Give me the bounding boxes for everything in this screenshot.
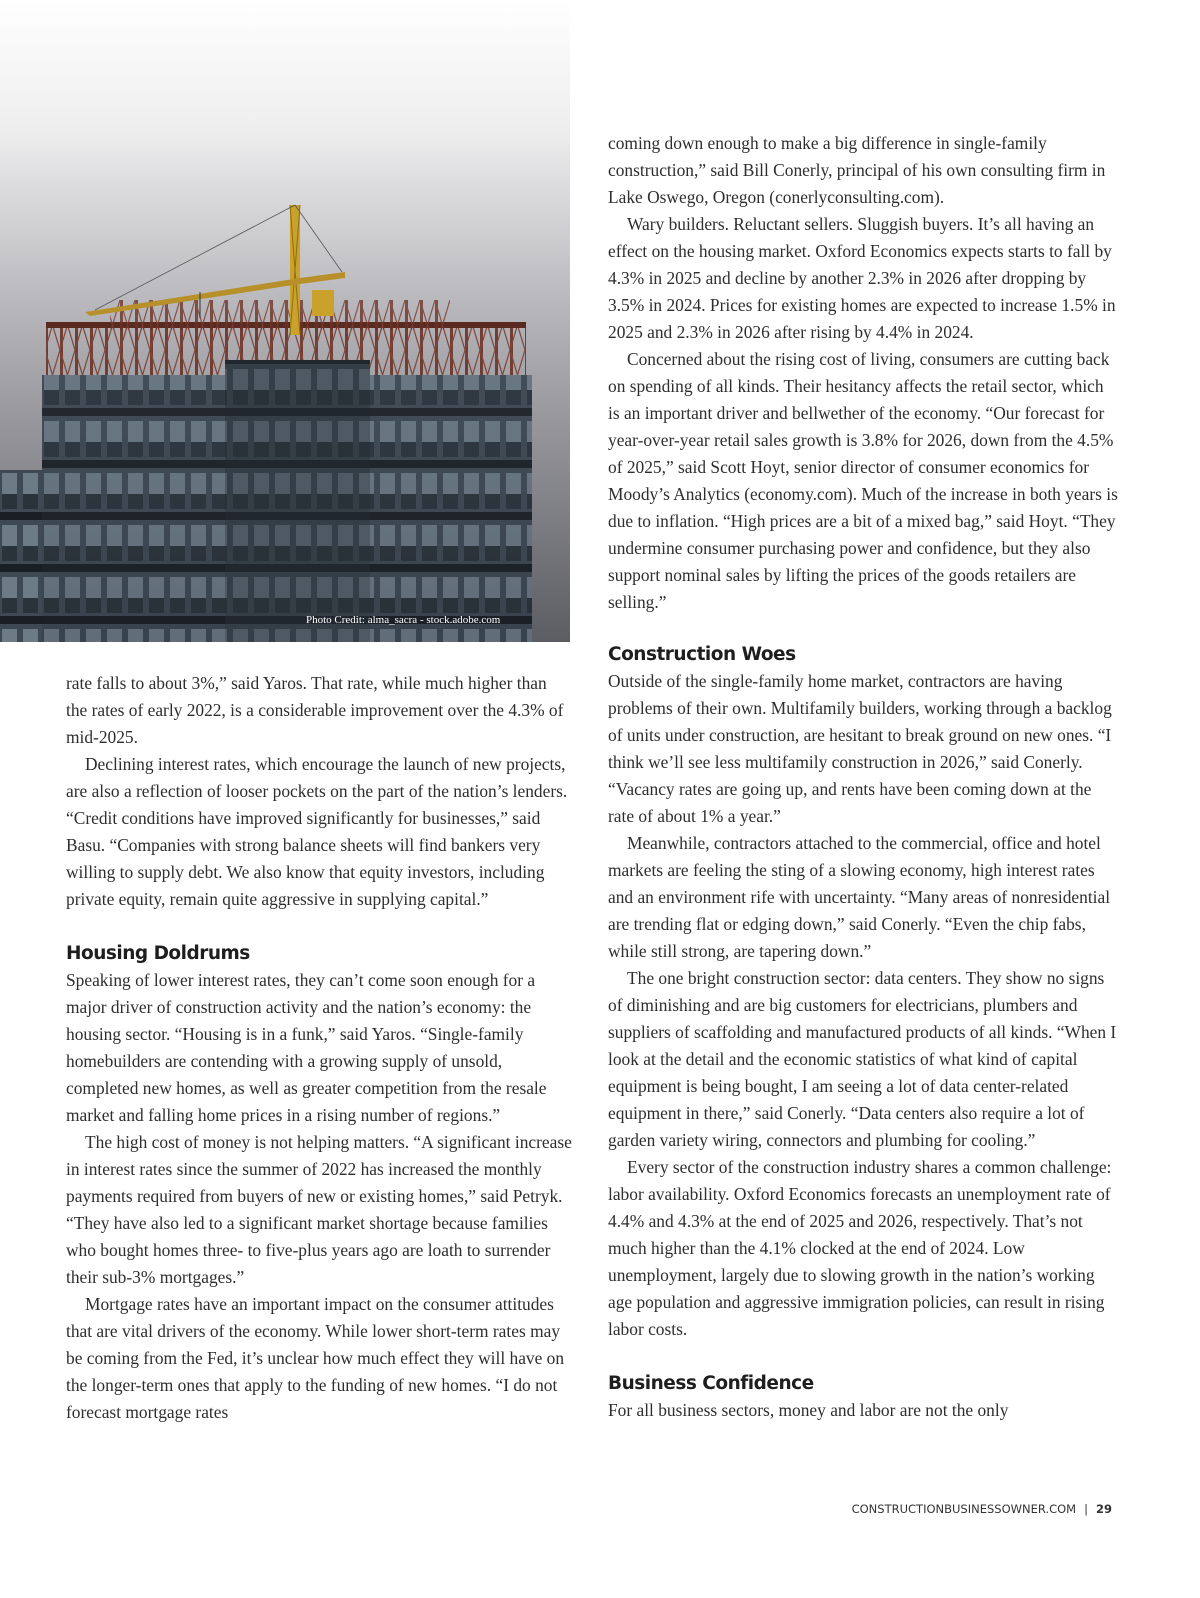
body-paragraph: Meanwhile, contractors attached to the commercial, office and hotel markets are feeling the sting of a slowing economy, high interest rates and an environment rife with uncertainty. “Many areas of nonresidential are trending flat or edging down,” said Conerly. “Even the chip fabs, while still strong, are tapering down.”	[608, 833, 1111, 961]
section-heading-housing: Housing Doldrums	[66, 943, 250, 964]
body-paragraph: The high cost of money is not helping matters. “A significant increase in interest rates since the summer of 2022 has increased the monthly payments required from buyers of new or existing homes,” said Petryk. “They have also led to a significant market shortage because families who bought homes three- to five-plus years ago are loath to surrender their sub-3% mortgages.”	[66, 1132, 572, 1287]
body-paragraph: Declining interest rates, which encourage the launch of new projects, are also a reflection of looser pockets on the part of the nation’s lenders. “Credit conditions have improved significantly for businesses,” said Basu. “Companies with strong balance sheets will find bankers very willing to supply debt. We also know that equity investors, including private equity, remain quite aggressive in supplying capital.”	[66, 754, 568, 909]
page-footer	[852, 1502, 1112, 1516]
construction-photo-illustration	[0, 0, 570, 642]
body-paragraph: Every sector of the construction industry shares a common challenge: labor availability. Oxford Economics forecasts an unemployment rate of 4.4% and 4.3% at the end of 2025 and 2026, respectively. That’s not much higher than the 4.1% clocked at the end of 2024. Low unemployment, largely due to slowing growth in the nation’s working age population and aggressive immigration policies, can result in rising labor costs.	[608, 1157, 1112, 1339]
right-column-top	[608, 130, 1118, 616]
article-photo	[0, 0, 570, 642]
footer-separator: |	[1084, 1502, 1088, 1516]
body-paragraph: rate falls to about 3%,” said Yaros. That rate, while much higher than the rates of early 2022, is a considerable improvement over the 4.3% of mid-2025.	[66, 673, 564, 747]
photo-credit: Photo Credit: alma_sacra - stock.adobe.com	[306, 614, 501, 626]
section-heading-business: Business Confidence	[608, 1373, 814, 1394]
footer-site: CONSTRUCTIONBUSINESSOWNER.COM	[851, 1502, 1077, 1516]
body-paragraph: Wary builders. Reluctant sellers. Sluggish buyers. It’s all having an effect on the housing market. Oxford Economics expects starts to fall by 4.3% in 2025 and decline by another 2.3% in 2026 after dropping by 3.5% in 2024. Prices for existing homes are expected to increase 1.5% in 2025 and 2.3% in 2026 after rising by 4.4% in 2024.	[608, 214, 1116, 342]
body-paragraph: For all business sectors, money and labor are not the only	[608, 1400, 1009, 1420]
page-number: 29	[1095, 1502, 1112, 1516]
body-paragraph: Concerned about the rising cost of living, consumers are cutting back on spending of all kinds. Their hesitancy affects the retail sector, which is an important driver and bellwether of the economy. “Our forecast for year-over-year retail sales growth is 3.8% for 2026, down from the 4.5% of 2025,” said Scott Hoyt, senior director of consumer economics for Moody’s Analytics (economy.com). Much of the increase in both years is due to inflation. “High prices are a bit of a mixed bag,” said Hoyt. “They undermine consumer purchasing power and confidence, but they also support nominal sales by lifting the prices of the goods retailers are selling.”	[608, 349, 1118, 612]
body-paragraph: coming down enough to make a big difference in single-family construction,” said Bill Conerly, principal of his own consulting firm in Lake Oswego, Oregon (conerlyconsulting.com).	[608, 133, 1106, 207]
right-column-bottom	[608, 641, 1118, 1424]
left-column	[66, 670, 572, 1426]
body-paragraph: Mortgage rates have an important impact on the consumer attitudes that are vital drivers of the economy. While lower short-term rates may be coming from the Fed, it’s unclear how much effect they will have on the longer-term ones that apply to the funding of new homes. “I do not forecast mortgage rates	[66, 1294, 565, 1422]
body-paragraph: Outside of the single-family home market, contractors are having problems of their own. Multifamily builders, working through a backlog of units under construction, are hesitant to break ground on new ones. “I think we’ll see less multifamily construction in 2026,” said Conerly. “Vacancy rates are going up, and rents have been coming down at the rate of about 1% a year.”	[608, 671, 1112, 826]
body-paragraph: The one bright construction sector: data centers. They show no signs of diminishing and are big customers for electricians, plumbers and suppliers of scaffolding and manufactured products of all kinds. “When I look at the detail and the economic statistics of what kind of capital equipment is being bought, I am seeing a lot of data center-related equipment in there,” said Conerly. “Data centers also require a lot of garden variety wiring, connectors and plumbing for cooling.”	[608, 968, 1117, 1150]
section-heading-construction: Construction Woes	[608, 644, 796, 665]
body-paragraph: Speaking of lower interest rates, they can’t come soon enough for a major driver of construction activity and the nation’s economy: the housing sector. “Housing is in a funk,” said Yaros. “Single-family homebuilders are contending with a growing supply of unsold, completed new homes, as well as greater competition from the resale market and falling home prices in a rising number of regions.”	[66, 970, 547, 1125]
